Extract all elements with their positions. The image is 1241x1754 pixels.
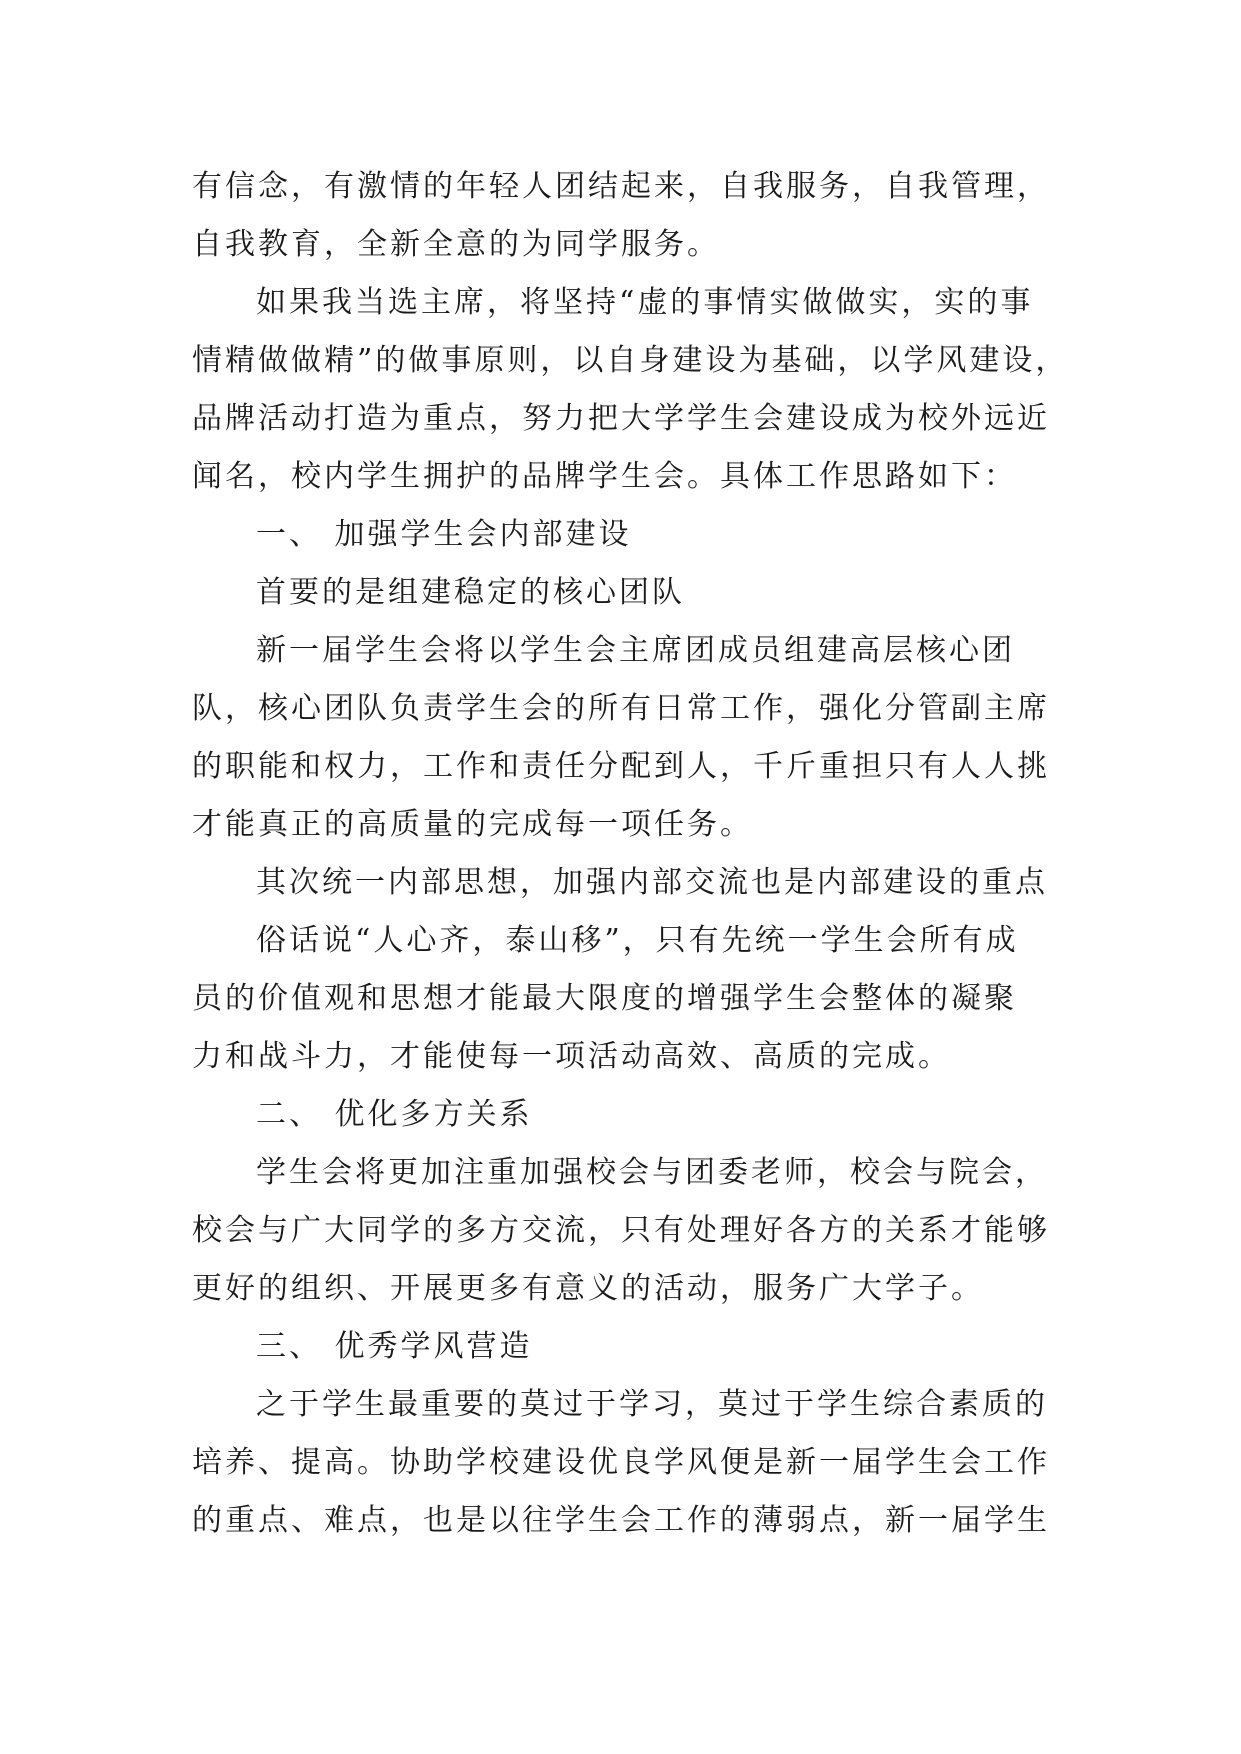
text-line: 俗话说“人心齐，泰山移”，只有先统一学生会所有成 xyxy=(256,923,1019,958)
text-line: 培养、提高。协助学校建设优良学风便是新一届学生会工作 xyxy=(192,1445,1050,1480)
text-line: 员的价值观和思想才能最大限度的增强学生会整体的凝聚 xyxy=(192,981,1017,1016)
text-line: 情精做做精”的做事原则，以自身建设为基础，以学风建设， xyxy=(192,343,1069,378)
text-line: 的职能和权力，工作和责任分配到人，千斤重担只有人人挑 xyxy=(192,749,1050,784)
text-line: 闻名，校内学生拥护的品牌学生会。具体工作思路如下： xyxy=(192,459,1017,494)
text-line: 力和战斗力，才能使每一项活动高效、高质的完成。 xyxy=(192,1039,951,1074)
text-line: 的重点、难点，也是以往学生会工作的薄弱点，新一届学生 xyxy=(192,1503,1050,1538)
document-body xyxy=(192,158,1072,1550)
text-line: 自我教育，全新全意的为同学服务。 xyxy=(192,227,720,262)
text-line: 其次统一内部思想，加强内部交流也是内部建设的重点 xyxy=(256,865,1048,900)
text-line: 新一届学生会将以学生会主席团成员组建高层核心团 xyxy=(256,633,1015,668)
section-heading: 二、 优化多方关系 xyxy=(256,1097,533,1132)
text-line: 学生会将更加注重加强校会与团委老师，校会与院会， xyxy=(256,1155,1048,1190)
text-line: 校会与广大同学的多方交流，只有处理好各方的关系才能够 xyxy=(192,1213,1050,1248)
text-line: 之于学生最重要的莫过于学习，莫过于学生综合素质的 xyxy=(256,1387,1048,1422)
section-heading: 一、 加强学生会内部建设 xyxy=(256,517,632,552)
text-line: 才能真正的高质量的完成每一项任务。 xyxy=(192,807,753,842)
text-line: 队，核心团队负责学生会的所有日常工作，强化分管副主席 xyxy=(192,691,1050,726)
text-line: 如果我当选主席，将坚持“虚的事情实做做实，实的事 xyxy=(256,285,1034,320)
section-heading: 三、 优秀学风营造 xyxy=(256,1329,533,1364)
text-line: 有信念，有激情的年轻人团结起来，自我服务，自我管理， xyxy=(192,169,1050,204)
text-line: 更好的组织、开展更多有意义的活动，服务广大学子。 xyxy=(192,1271,984,1306)
text-line: 品牌活动打造为重点，努力把大学学生会建设成为校外远近 xyxy=(192,401,1050,436)
text-line: 首要的是组建稳定的核心团队 xyxy=(256,575,685,610)
